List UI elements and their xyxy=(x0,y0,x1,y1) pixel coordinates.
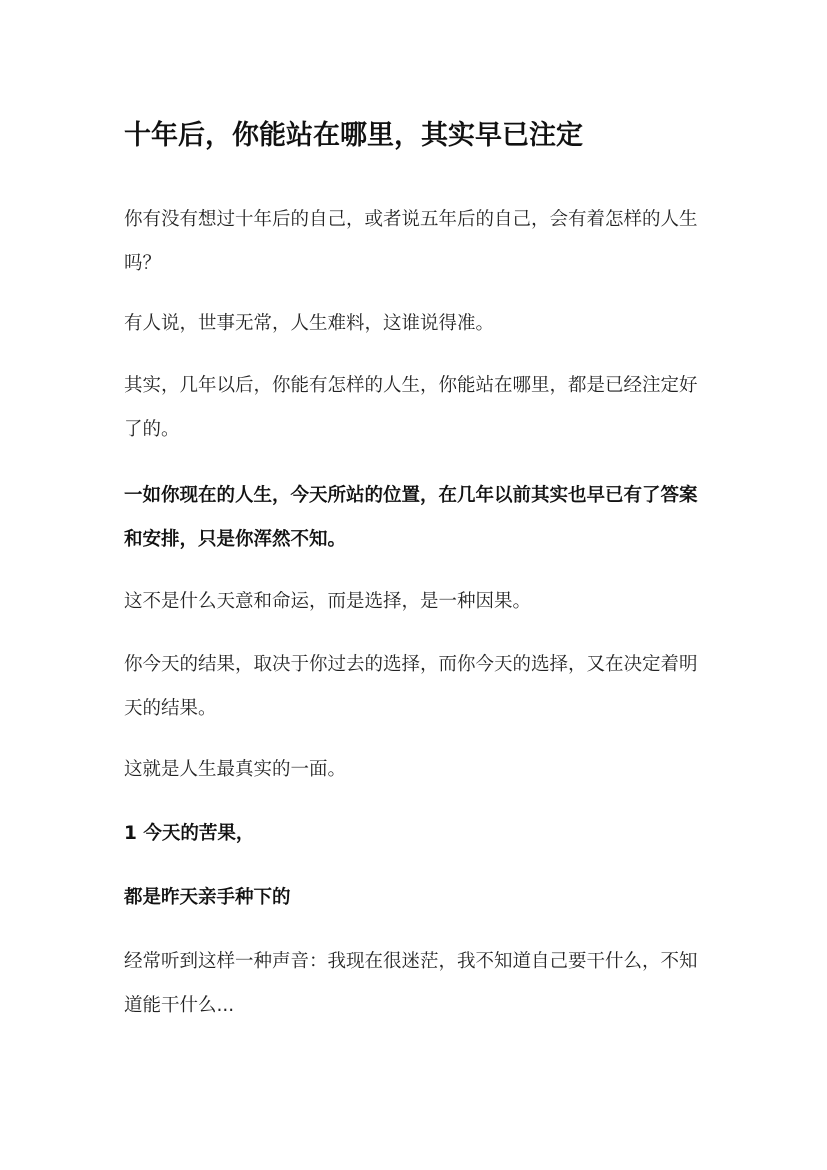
article-title: 十年后，你能站在哪里，其实早已注定 xyxy=(124,120,583,151)
paragraph-8: 经常听到这样一种声音：我现在很迷茫，我不知道自己要干什么，不知道能干什么... xyxy=(124,951,698,1016)
section-heading-line-1: 1 今天的苦果， xyxy=(124,823,255,844)
paragraph-4-emphasis: 一如你现在的人生，今天所站的位置，在几年以前其实也早已有了答案和安排，只是你浑然不知。 xyxy=(124,485,698,550)
paragraph-6: 你今天的结果，取决于你过去的选择，而你今天的选择，又在决定着明天的结果。 xyxy=(124,654,698,719)
paragraph-2: 有人说，世事无常，人生难料，这谁说得准。 xyxy=(124,313,495,334)
paragraph-7: 这就是人生最真实的一面。 xyxy=(124,759,347,780)
paragraph-5: 这不是什么天意和命运，而是选择，是一种因果。 xyxy=(124,591,532,612)
paragraph-1: 你有没有想过十年后的自己，或者说五年后的自己，会有着怎样的人生吗？ xyxy=(124,209,698,274)
section-heading-line-2: 都是昨天亲手种下的 xyxy=(124,887,291,908)
paragraph-3: 其实，几年以后，你能有怎样的人生，你能站在哪里，都是已经注定好了的。 xyxy=(124,375,698,440)
